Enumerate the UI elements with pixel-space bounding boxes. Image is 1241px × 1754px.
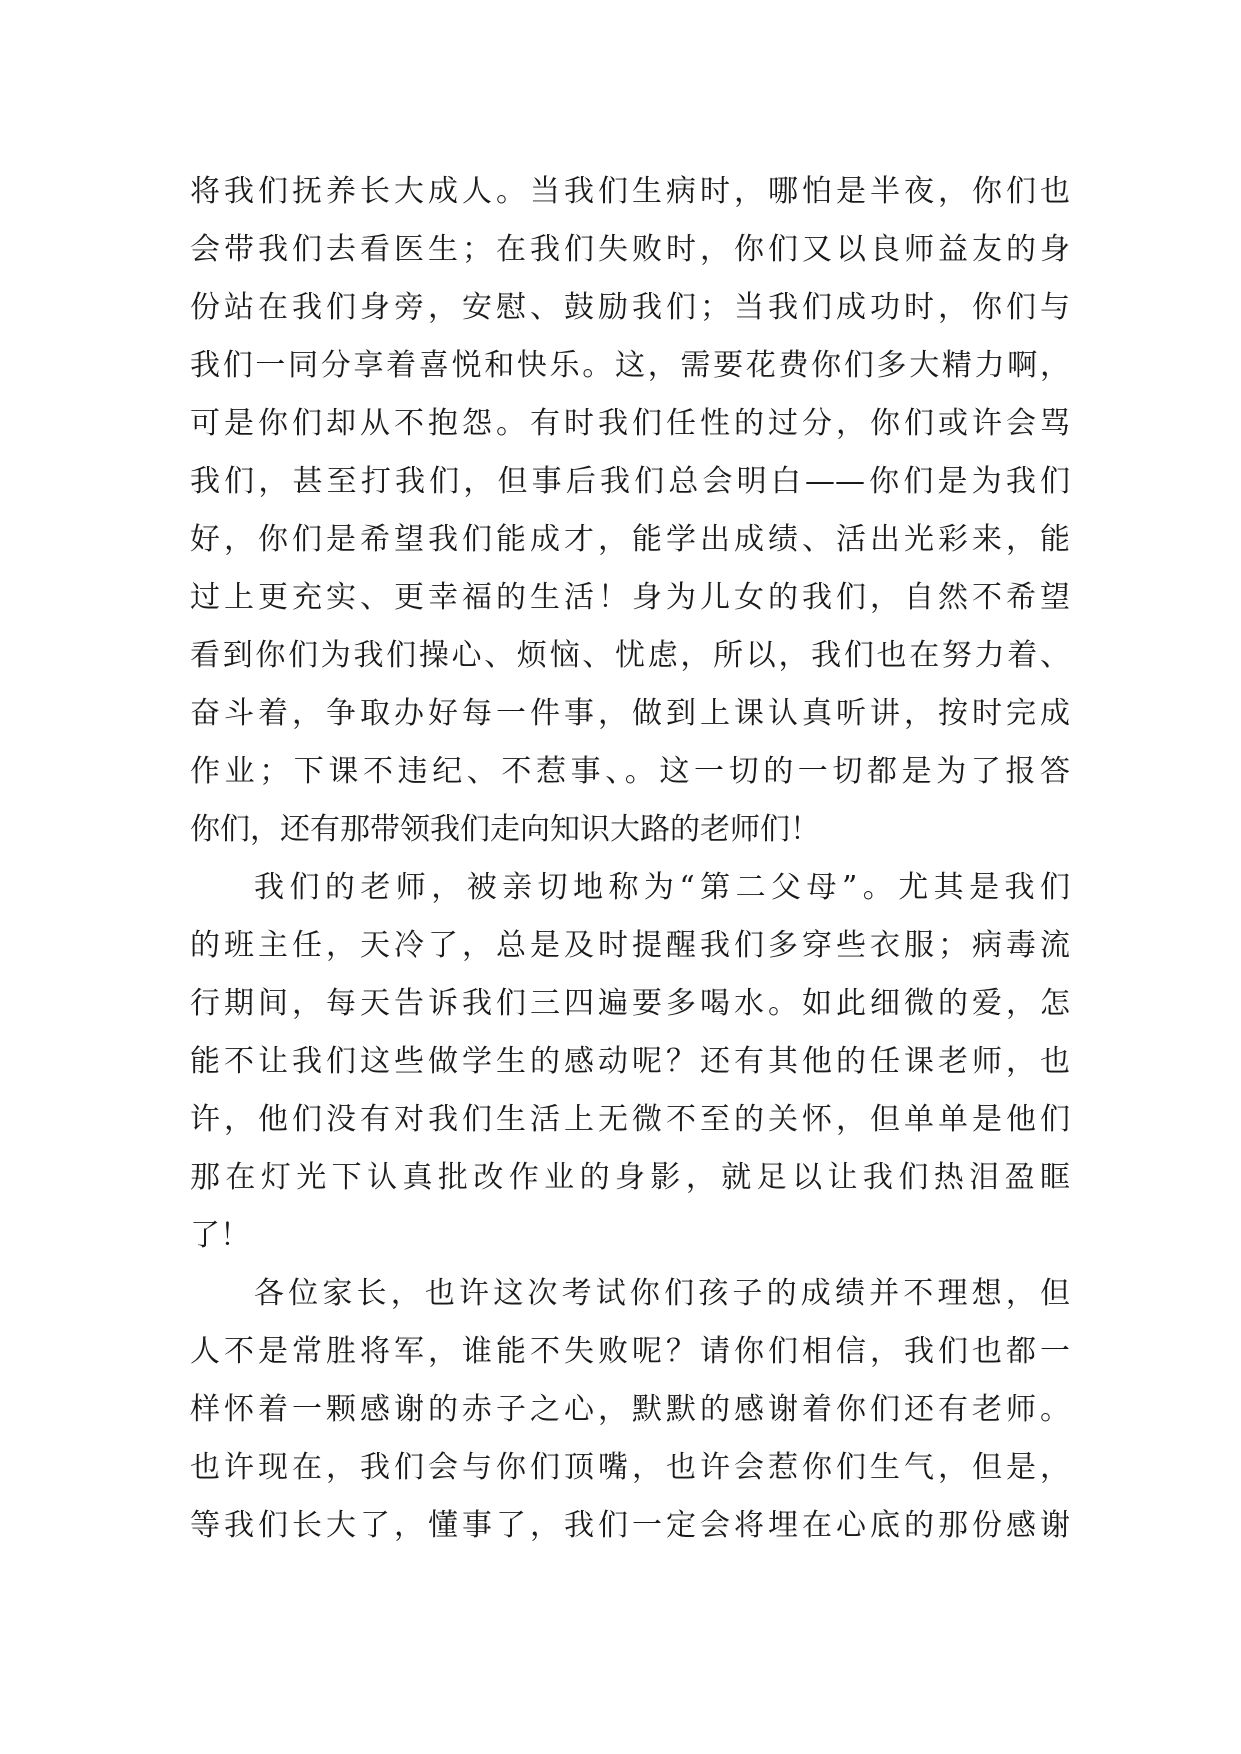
text-line: 可是你们却从不抱怨。有时我们任性的过分，你们或许会骂 [190, 406, 1070, 441]
text-line: 奋斗着，争取办好每一件事，做到上课认真听讲，按时完成 [190, 696, 1070, 731]
text-line: 那在灯光下认真批改作业的身影，就足以让我们热泪盈眶 [190, 1160, 1070, 1195]
text-line: 了！ [190, 1218, 250, 1253]
text-line: 我们一同分享着喜悦和快乐。这，需要花费你们多大精力啊， [190, 348, 1070, 383]
text-line: 能不让我们这些做学生的感动呢？还有其他的任课老师，也 [190, 1044, 1070, 1079]
text-line: 的班主任，天冷了，总是及时提醒我们多穿些衣服；病毒流 [190, 928, 1070, 963]
text-line: 各位家长，也许这次考试你们孩子的成绩并不理想，但 [254, 1276, 1070, 1311]
text-line: 过上更充实、更幸福的生活！身为儿女的我们，自然不希望 [190, 580, 1070, 615]
text-line: 份站在我们身旁，安慰、鼓励我们；当我们成功时，你们与 [190, 290, 1070, 325]
text-line: 我们，甚至打我们，但事后我们总会明白——你们是为我们 [190, 464, 1070, 499]
text-line: 人不是常胜将军，谁能不失败呢？请你们相信，我们也都一 [190, 1334, 1070, 1369]
text-line: 会带我们去看医生；在我们失败时，你们又以良师益友的身 [190, 232, 1070, 267]
text-line: 等我们长大了，懂事了，我们一定会将埋在心底的那份感谢 [190, 1508, 1070, 1543]
text-line: 样怀着一颗感谢的赤子之心，默默的感谢着你们还有老师。 [190, 1392, 1070, 1427]
text-line: 作业；下课不违纪、不惹事、。这一切的一切都是为了报答 [190, 754, 1070, 789]
text-line: 我们的老师，被亲切地称为“第二父母”。尤其是我们 [254, 870, 1070, 905]
text-line: 好，你们是希望我们能成才，能学出成绩、活出光彩来，能 [190, 522, 1070, 557]
document-body [190, 163, 1070, 1555]
text-line: 你们，还有那带领我们走向知识大路的老师们！ [190, 812, 820, 847]
text-line: 看到你们为我们操心、烦恼、忧虑，所以，我们也在努力着、 [190, 638, 1070, 673]
text-line: 将我们抚养长大成人。当我们生病时，哪怕是半夜，你们也 [190, 174, 1070, 209]
text-line: 许，他们没有对我们生活上无微不至的关怀，但单单是他们 [190, 1102, 1070, 1137]
text-line: 行期间，每天告诉我们三四遍要多喝水。如此细微的爱，怎 [190, 986, 1070, 1021]
text-line: 也许现在，我们会与你们顶嘴，也许会惹你们生气，但是， [190, 1450, 1070, 1485]
